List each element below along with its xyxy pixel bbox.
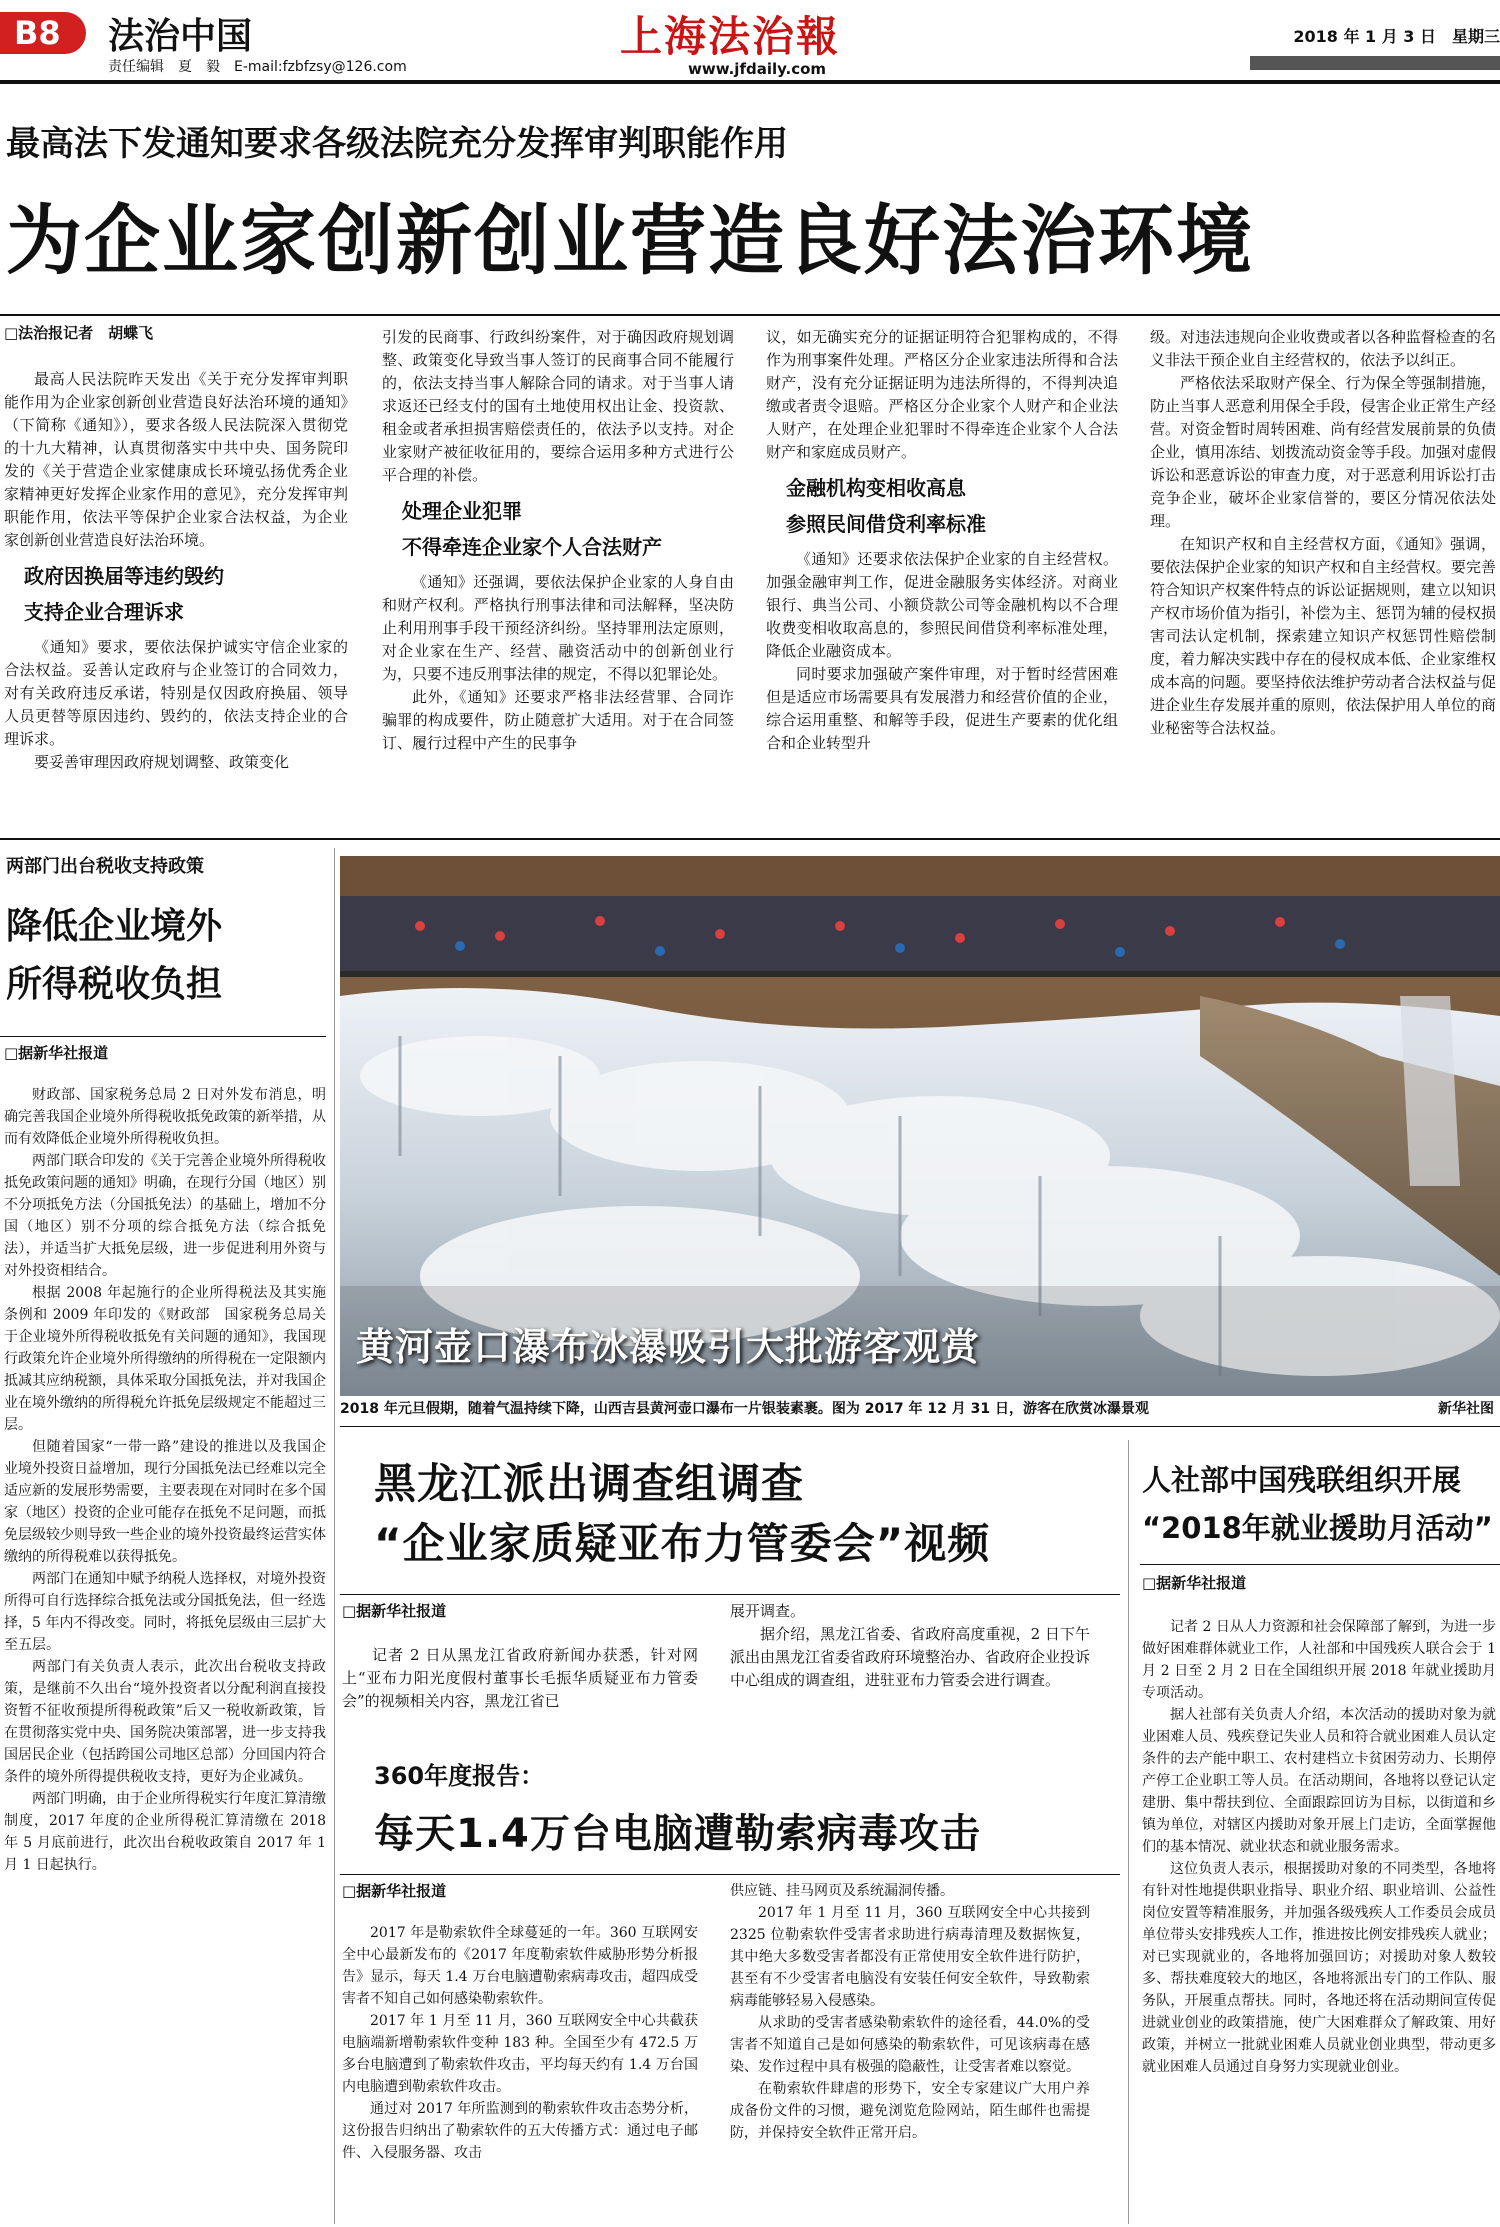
- column-divider: [1128, 1440, 1129, 2224]
- editor-line: 责任编辑 夏 毅 E-mail:fzbfzsy@126.com: [108, 59, 407, 75]
- paragraph: 最高人民法院昨天发出《关于充分发挥审判职能作用为企业家创新创业营造良好法治环境的通知》（下简称《通知》），要求各级人民法院深入贯彻党的十九大精神，认真贯彻落实中共中央、国务院印发的《关于营造企业家健康成长环境弘扬优秀企业家精神更好发挥企业家作用的意见》，充分发挥审判职能作用，依法平等保护企业家合法权益，为企业家创新创业营造良好法治环境。: [4, 370, 348, 549]
- jobs-title-line: 人社部中国残联组织开展: [1142, 1463, 1462, 1497]
- hlj-title: [374, 1454, 990, 1574]
- paragraph: 根据 2008 年起施行的企业所得税法及其实施条例和 2009 年印发的《财政部 国家税务总局关于企业境外所得税收抵免有关问题的通知》，我国现行政策允许企业境外所得缴纳的所得税在一定限额内抵减其应纳税额，具体采取分国抵免法，并对我国企业在境外缴纳的所得税允许抵免层级规定不能超过三层。: [4, 1285, 326, 1433]
- paragraph: 供应链、挂马网页及系统漏洞传播。: [730, 1883, 954, 1899]
- section-rule: [0, 838, 1500, 840]
- hlj-title-line: 黑龙江派出调查组调查: [374, 1459, 805, 1508]
- paragraph: 2017 年 1 月至 11 月，360 互联网安全中心共接到 2325 位勒索软件受害者求助进行病毒清理及数据恢复，其中绝大多数受害者都没有正常使用安全软件进行防护，甚至有不少受害者电脑没有安装任何安全软件，导致勒索病毒能够轻易入侵感染。: [730, 1905, 1090, 2009]
- virus-rule: [340, 1874, 1120, 1875]
- lead-column-3: [766, 326, 1118, 818]
- tax-title: [6, 898, 222, 1014]
- paragraph: 展开调查。: [730, 1602, 806, 1620]
- subhead: 政府因换届等违约毁约: [24, 564, 224, 588]
- tax-title-line: 所得税收负担: [6, 964, 223, 1005]
- jobs-title-line: “2018年就业援助月活动”: [1142, 1511, 1493, 1545]
- lead-column-1: [4, 368, 348, 818]
- subhead: 不得牵连企业家个人合法财产: [402, 535, 662, 559]
- paragraph: 《通知》还强调，要依法保护企业家的人身自由和财产权利。严格执行刑事法律和司法解释，坚决防止利用刑事手段干预经济纠纷。坚持罪刑法定原则，对企业家在生产、经营、融资活动中的创新创业行为，只要不违反刑事法律的规定，不得以犯罪论处。: [382, 573, 734, 683]
- hlj-column-1: [342, 1644, 698, 1724]
- tax-kicker: 两部门出台税收支持政策: [6, 856, 204, 877]
- photo-caption: 2018 年元旦假期，随着气温持续下降，山西吉县黄河壶口瀑布一片银装素裹。图为 2017 年 12 月 31 日，游客在欣赏冰瀑景观: [340, 1401, 1150, 1417]
- photo-title: 黄河壶口瀑布冰瀑吸引大批游客观赏: [356, 1325, 981, 1369]
- paragraph: 两部门明确，由于企业所得税实行年度汇算清缴制度，2017 年度的企业所得税汇算清缴在 2018 年 5 月底前进行，此次出台税收政策自 2017 年 1 月 1 日起执行。: [4, 1791, 326, 1873]
- paragraph: 级。对违法违规向企业收费或者以各种监督检查的名义非法干预企业自主经营权的，依法予以纠正。: [1150, 328, 1496, 369]
- subhead: 处理企业犯罪: [402, 499, 522, 523]
- photo-rule: [340, 1426, 1500, 1427]
- lead-headline: 为企业家创新创业营造良好法治环境: [6, 196, 1254, 285]
- section-name: 法治中国: [108, 16, 253, 57]
- lead-column-4: [1150, 326, 1496, 818]
- paragraph: 两部门联合印发的《关于完善企业境外所得税收抵免政策问题的通知》明确，在现行分国（地区）别不分项抵免方法（分国抵免法）的基础上，增加不分国（地区）别不分项的综合抵免方法（综合抵免法），并适当扩大抵免层级，进一步促进利用外资与对外投资相结合。: [4, 1153, 326, 1279]
- paragraph: 2017 年 1 月至 11 月，360 互联网安全中心共截获电脑端新增勒索软件变种 183 种。全国至少有 472.5 万多台电脑遭到了勒索软件攻击，平均每天约有 1.4 万台国内电脑遭到勒索软件攻击。: [342, 2013, 698, 2095]
- paragraph: 在知识产权和自主经营权方面，《通知》强调，要依法保护企业家的知识产权和自主经营权。要完善符合知识产权案件特点的诉讼证据规则，建立以知识产权市场价值为指引，补偿为主、惩罚为辅的侵权损害司法认定机制，探索建立知识产权惩罚性赔偿制度，着力解决实践中存在的侵权成本低、企业家维权成本高的问题。要坚持依法维护劳动者合法权益与促进企业生存发展并重的原则，依法保护用人单位的商业秘密等合法权益。: [1150, 535, 1496, 737]
- lead-column-2: [382, 326, 734, 818]
- subhead: 支持企业合理诉求: [24, 600, 184, 624]
- paragraph: 引发的民商事、行政纠纷案件，对于确因政府规划调整、政策变化导致当事人签订的民商事合同不能履行的，依法支持当事人解除合同的请求。对于当事人请求返还已经支付的国有土地使用权出让金、投资款、租金或者承担损害赔偿责任的，依法予以支持。对企业家财产被征收征用的，要综合运用多种方式进行公平合理的补偿。: [382, 328, 734, 484]
- paragraph: 此外，《通知》还要求严格非法经营罪、合同诈骗罪的构成要件，防止随意扩大适用。对于在合同签订、履行过程中产生的民事争: [382, 688, 734, 752]
- paragraph: 据人社部有关负责人介绍，本次活动的援助对象为就业困难人员、残疾登记失业人员和符合就业困难人员认定条件的去产能中职工、农村建档立卡贫困劳动力、长期停产停工企业职工等人员。在活动期间，各地将以登记认定建册、集中帮扶到位、全面跟踪回访为目标，以街道和乡镇为单位，对辖区内援助对象开展上门走访，全面掌握他们的基本情况、就业状态和就业服务需求。: [1142, 1707, 1496, 1855]
- virus-column-1: [342, 1922, 698, 2224]
- virus-kicker: 360年度报告：: [374, 1762, 545, 1790]
- jobs-body: [1142, 1616, 1496, 2224]
- paragraph: 这位负责人表示，根据援助对象的不同类型，各地将有针对性地提供职业指导、职业介绍、职业培训、公益性岗位安置等精准服务，并加强各级残疾人工作委员会成员单位带头安排残疾人工作，推进按比例安排残疾人就业；对已实现就业的，各地将加强回访；对援助对象人数较多、帮扶难度较大的地区，各地将派出专门的工作队、服务队，开展重点帮扶。同时，各地还将在活动期间宣传促进就业创业的政策措施，使广大困难群众了解政策、用好政策，并树立一批就业困难人员就业创业典型，带动更多就业困难人员通过自身努力实现就业创业。: [1142, 1861, 1496, 2075]
- ice-waterfall-image: [340, 856, 1500, 1396]
- issue-date: 2018 年 1 月 3 日 星期三: [1293, 27, 1500, 46]
- lead-rule: [0, 314, 1500, 316]
- subhead: 金融机构变相收高息: [786, 476, 966, 500]
- paragraph: 从求助的受害者感染勒索软件的途径看，44.0%的受害者不知道自己是如何感染的勒索软件，可见该病毒在感染、发作过程中具有极强的隐蔽性，让受害者难以察觉。: [730, 2015, 1090, 2075]
- jobs-rule: [1140, 1564, 1500, 1565]
- hlj-byline: □据新华社报道: [342, 1602, 447, 1620]
- hlj-title-line: “企业家质疑亚布力管委会”视频: [374, 1519, 991, 1568]
- paragraph: 通过对 2017 年所监测到的勒索软件攻击态势分析，这份报告归纳出了勒索软件的五大传播方式：通过电子邮件、入侵服务器、攻击: [342, 2101, 698, 2161]
- virus-title: 每天1.4万台电脑遭勒索病毒攻击: [374, 1811, 981, 1857]
- paragraph: 在勒索软件肆虐的形势下，安全专家建议广大用户养成备份文件的习惯，避免浏览危险网站，陌生邮件也需提防，并保持安全软件正常开启。: [730, 2081, 1090, 2141]
- subhead: 参照民间借贷利率标准: [786, 512, 986, 536]
- jobs-byline: □据新华社报道: [1142, 1574, 1247, 1592]
- photo-credit: 新华社图: [1438, 1401, 1494, 1417]
- paragraph: 但随着国家“一带一路”建设的推进以及我国企业境外投资日益增加，现行分国抵免法已经难以完全适应新的发展形势需要，主要表现在对同时在多个国家（地区）投资的企业可能存在抵免不足问题，而抵免层级较少则导致一些企业的境外投资最终运营实体缴纳的所得税难以获得抵免。: [4, 1439, 326, 1565]
- jobs-title: [1142, 1456, 1496, 1552]
- paragraph: 两部门有关负责人表示，此次出台税收支持政策，是继前不久出台“境外投资者以分配利润直接投资暂不征收预提所得税政策”后又一税收新政策，旨在贯彻落实党中央、国务院决策部署，进一步支持我国居民企业（包括跨国公司地区总部）分回国内符合条件的境外所得提供税收支持，更好为企业减负。: [4, 1659, 326, 1785]
- paragraph: 议，如无确实充分的证据证明符合犯罪构成的，不得作为刑事案件处理。严格区分企业家违法所得和合法财产，没有充分证据证明为违法所得的，不得判决追缴或者责令退赔。严格区分企业家个人财产和企业法人财产，在处理企业犯罪时不得牵连企业家个人合法财产和家庭成员财产。: [766, 328, 1118, 461]
- page-number-badge: B8: [0, 12, 86, 54]
- masthead-bar: [1250, 56, 1500, 70]
- paragraph: 财政部、国家税务总局 2 日对外发布消息，明确完善我国企业境外所得税收抵免政策的新举措，从而有效降低企业境外所得税收负担。: [4, 1087, 326, 1147]
- paper-url[interactable]: www.jfdaily.com: [688, 60, 827, 78]
- paragraph: 要妥善审理因政府规划调整、政策变化: [34, 753, 290, 771]
- paragraph: 记者 2 日从黑龙江省政府新闻办获悉，针对网上“亚布力阳光度假村董事长毛振华质疑亚布力管委会”的视频相关内容，黑龙江省已: [342, 1646, 698, 1710]
- virus-byline: □据新华社报道: [342, 1882, 447, 1900]
- paragraph: 同时要求加强破产案件审理，对于暂时经营困难但是适应市场需要具有发展潜力和经营价值的企业，综合运用重整、和解等手段，促进生产要素的优化组合和企业转型升: [766, 665, 1118, 752]
- paragraph: 严格依法采取财产保全、行为保全等强制措施，防止当事人恶意利用保全手段，侵害企业正常生产经营。对资金暂时周转困难、尚有经营发展前景的负债企业，慎用冻结、划拨流动资金等手段。加强对虚假诉讼和恶意诉讼的审查力度，对于恶意利用诉讼打击竞争企业，破坏企业家信誉的，要区分情况依法处理。: [1150, 374, 1496, 530]
- tax-rule: [0, 1036, 326, 1037]
- masthead-rule: [0, 80, 1500, 84]
- paragraph: 《通知》要求，要依法保护诚实守信企业家的合法权益。妥善认定政府与企业签订的合同效力，对有关政府违反承诺，特别是仅因政府换届、领导人员更替等原因违约、毁约的，依法支持企业的合理诉求。: [4, 638, 348, 748]
- column-divider: [334, 848, 335, 2224]
- lead-kicker: 最高法下发通知要求各级法院充分发挥审判职能作用: [6, 124, 788, 164]
- virus-column-2: [730, 1880, 1090, 2224]
- paragraph: 《通知》还要求依法保护企业家的自主经营权。加强金融审判工作，促进金融服务实体经济。对商业银行、典当公司、小额贷款公司等金融机构以不合理收费变相收取高息的，参照民间借贷利率标准处理，降低企业融资成本。: [766, 550, 1118, 660]
- tax-body: [4, 1084, 326, 2222]
- paragraph: 据介绍，黑龙江省委、省政府高度重视，2 日下午派出由黑龙江省委省政府环境整治办、省政府企业投诉中心组成的调查组，进驻亚布力管委会进行调查。: [730, 1625, 1090, 1689]
- paragraph: 两部门在通知中赋予纳税人选择权，对境外投资所得可自行选择综合抵免法或分国抵免法，但一经选择，5 年内不得改变。同时，将抵免层级由三层扩大至五层。: [4, 1571, 326, 1653]
- paragraph: 2017 年是勒索软件全球蔓延的一年。360 互联网安全中心最新发布的《2017 年度勒索软件威胁形势分析报告》显示，每天 1.4 万台电脑遭勒索病毒攻击，超四成受害者不知自己如何感染勒索软件。: [342, 1925, 698, 2007]
- tax-title-line: 降低企业境外: [6, 906, 223, 947]
- lead-byline: □法治报记者 胡蝶飞: [4, 324, 154, 342]
- paper-logo: 上海法治報: [620, 12, 841, 61]
- ice-waterfall-photo: [340, 856, 1500, 1396]
- paragraph: 记者 2 日从人力资源和社会保障部了解到，为进一步做好困难群体就业工作，人社部和中国残疾人联合会于 1 月 2 日至 2 月 2 日在全国组织开展 2018 年就业援助月专项活动。: [1142, 1619, 1496, 1701]
- hlj-column-2: [730, 1600, 1090, 1724]
- tax-byline: □据新华社报道: [4, 1044, 109, 1062]
- hlj-rule: [340, 1594, 1120, 1595]
